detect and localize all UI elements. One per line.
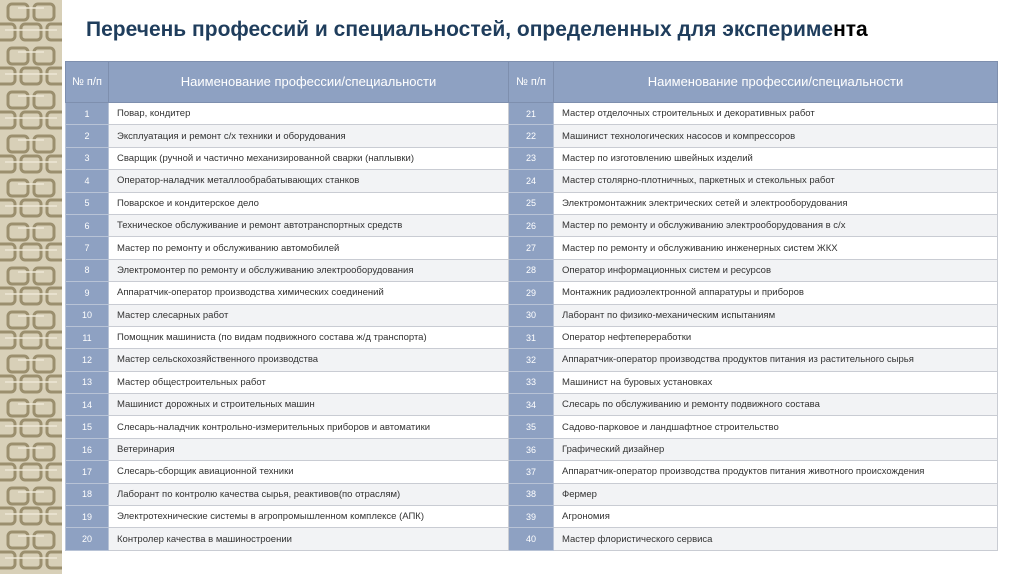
table-row — [66, 394, 998, 416]
profession-name: Машинист на буровых установках — [554, 371, 998, 393]
chain-pattern — [0, 0, 62, 574]
row-number: 7 — [66, 237, 109, 259]
profession-name: Мастер по ремонту и обслуживанию электрооборудования в с/х — [554, 214, 998, 236]
profession-name: Повар, кондитер — [109, 103, 509, 125]
table-row — [66, 416, 998, 438]
row-number: 13 — [66, 371, 109, 393]
row-number: 18 — [66, 483, 109, 505]
row-number: 6 — [66, 214, 109, 236]
profession-name: Электромонтажник электрических сетей и электрооборудования — [554, 192, 998, 214]
row-number: 16 — [66, 438, 109, 460]
profession-name: Слесарь по обслуживанию и ремонту подвижного состава — [554, 394, 998, 416]
row-number: 9 — [66, 282, 109, 304]
profession-name: Агрономия — [554, 506, 998, 528]
profession-name: Фермер — [554, 483, 998, 505]
row-number: 4 — [66, 170, 109, 192]
table-row — [66, 304, 998, 326]
profession-name: Оператор нефтепереработки — [554, 326, 998, 348]
row-number: 37 — [509, 461, 554, 483]
row-number: 27 — [509, 237, 554, 259]
profession-name: Мастер по ремонту и обслуживанию автомобилей — [109, 237, 509, 259]
row-number: 12 — [66, 349, 109, 371]
row-number: 25 — [509, 192, 554, 214]
profession-name: Мастер отделочных строительных и декоративных работ — [554, 103, 998, 125]
table-row — [66, 192, 998, 214]
row-number: 35 — [509, 416, 554, 438]
header-num-left: № п/п — [66, 62, 109, 103]
row-number: 8 — [66, 259, 109, 281]
profession-name: Помощник машиниста (по видам подвижного состава ж/д транспорта) — [109, 326, 509, 348]
table-row — [66, 214, 998, 236]
row-number: 15 — [66, 416, 109, 438]
profession-name: Лаборант по контролю качества сырья, реактивов(по отраслям) — [109, 483, 509, 505]
profession-name: Электромонтер по ремонту и обслуживанию электрооборудования — [109, 259, 509, 281]
row-number: 40 — [509, 528, 554, 550]
table-row — [66, 282, 998, 304]
row-number: 34 — [509, 394, 554, 416]
profession-name: Эксплуатация и ремонт с/х техники и оборудования — [109, 125, 509, 147]
profession-name: Сварщик (ручной и частично механизированной сварки (наплывки) — [109, 147, 509, 169]
profession-name: Садово-парковое и ландшафтное строительство — [554, 416, 998, 438]
profession-name: Электротехнические системы в агропромышленном комплексе (АПК) — [109, 506, 509, 528]
row-number: 36 — [509, 438, 554, 460]
profession-name: Контролер качества в машиностроении — [109, 528, 509, 550]
profession-name: Слесарь-наладчик контрольно-измерительных приборов и автоматики — [109, 416, 509, 438]
professions-table — [65, 61, 998, 551]
row-number: 33 — [509, 371, 554, 393]
table-row — [66, 349, 998, 371]
profession-name: Мастер слесарных работ — [109, 304, 509, 326]
profession-name: Лаборант по физико-механическим испытаниям — [554, 304, 998, 326]
table-body — [66, 103, 998, 551]
row-number: 22 — [509, 125, 554, 147]
row-number: 24 — [509, 170, 554, 192]
profession-name: Аппаратчик-оператор производства химических соединений — [109, 282, 509, 304]
table-row — [66, 237, 998, 259]
row-number: 17 — [66, 461, 109, 483]
profession-name: Графический дизайнер — [554, 438, 998, 460]
profession-name: Аппаратчик-оператор производства продуктов питания из растительного сырья — [554, 349, 998, 371]
profession-name: Мастер флористического сервиса — [554, 528, 998, 550]
header-name-left: Наименование профессии/специальности — [109, 62, 509, 103]
profession-name: Монтажник радиоэлектронной аппаратуры и приборов — [554, 282, 998, 304]
row-number: 39 — [509, 506, 554, 528]
profession-name: Оператор информационных систем и ресурсов — [554, 259, 998, 281]
header-num-right: № п/п — [509, 62, 554, 103]
profession-name: Аппаратчик-оператор производства продуктов питания животного происхождения — [554, 461, 998, 483]
title-main: Перечень профессий и специальностей, определенных для экспериме — [86, 18, 834, 41]
row-number: 28 — [509, 259, 554, 281]
table-row — [66, 461, 998, 483]
header-name-right: Наименование профессии/специальности — [554, 62, 998, 103]
table-row — [66, 170, 998, 192]
row-number: 23 — [509, 147, 554, 169]
row-number: 3 — [66, 147, 109, 169]
profession-name: Поварское и кондитерское дело — [109, 192, 509, 214]
row-number: 38 — [509, 483, 554, 505]
profession-name: Машинист технологических насосов и компрессоров — [554, 125, 998, 147]
row-number: 20 — [66, 528, 109, 550]
row-number: 19 — [66, 506, 109, 528]
table-row — [66, 259, 998, 281]
profession-name: Мастер сельскохозяйственного производства — [109, 349, 509, 371]
row-number: 10 — [66, 304, 109, 326]
title-tail: нта — [833, 18, 868, 41]
table-row — [66, 371, 998, 393]
row-number: 5 — [66, 192, 109, 214]
profession-name: Мастер общестроительных работ — [109, 371, 509, 393]
row-number: 32 — [509, 349, 554, 371]
profession-name: Техническое обслуживание и ремонт автотранспортных средств — [109, 214, 509, 236]
row-number: 26 — [509, 214, 554, 236]
table-row — [66, 528, 998, 550]
table-row — [66, 103, 998, 125]
row-number: 1 — [66, 103, 109, 125]
profession-name: Машинист дорожных и строительных машин — [109, 394, 509, 416]
profession-name: Ветеринария — [109, 438, 509, 460]
table-row — [66, 326, 998, 348]
profession-name: Мастер столярно-плотничных, паркетных и стекольных работ — [554, 170, 998, 192]
table-header-row — [66, 62, 998, 103]
row-number: 29 — [509, 282, 554, 304]
row-number: 2 — [66, 125, 109, 147]
page-title — [86, 18, 868, 42]
profession-name: Слесарь-сборщик авиационной техники — [109, 461, 509, 483]
row-number: 30 — [509, 304, 554, 326]
row-number: 11 — [66, 326, 109, 348]
profession-name: Мастер по ремонту и обслуживанию инженерных систем ЖКХ — [554, 237, 998, 259]
profession-name: Оператор-наладчик металлообрабатывающих станков — [109, 170, 509, 192]
table-row — [66, 125, 998, 147]
row-number: 14 — [66, 394, 109, 416]
row-number: 21 — [509, 103, 554, 125]
profession-name: Мастер по изготовлению швейных изделий — [554, 147, 998, 169]
table-row — [66, 506, 998, 528]
row-number: 31 — [509, 326, 554, 348]
table-row — [66, 438, 998, 460]
table-row — [66, 147, 998, 169]
table-row — [66, 483, 998, 505]
decorative-border — [0, 0, 62, 574]
